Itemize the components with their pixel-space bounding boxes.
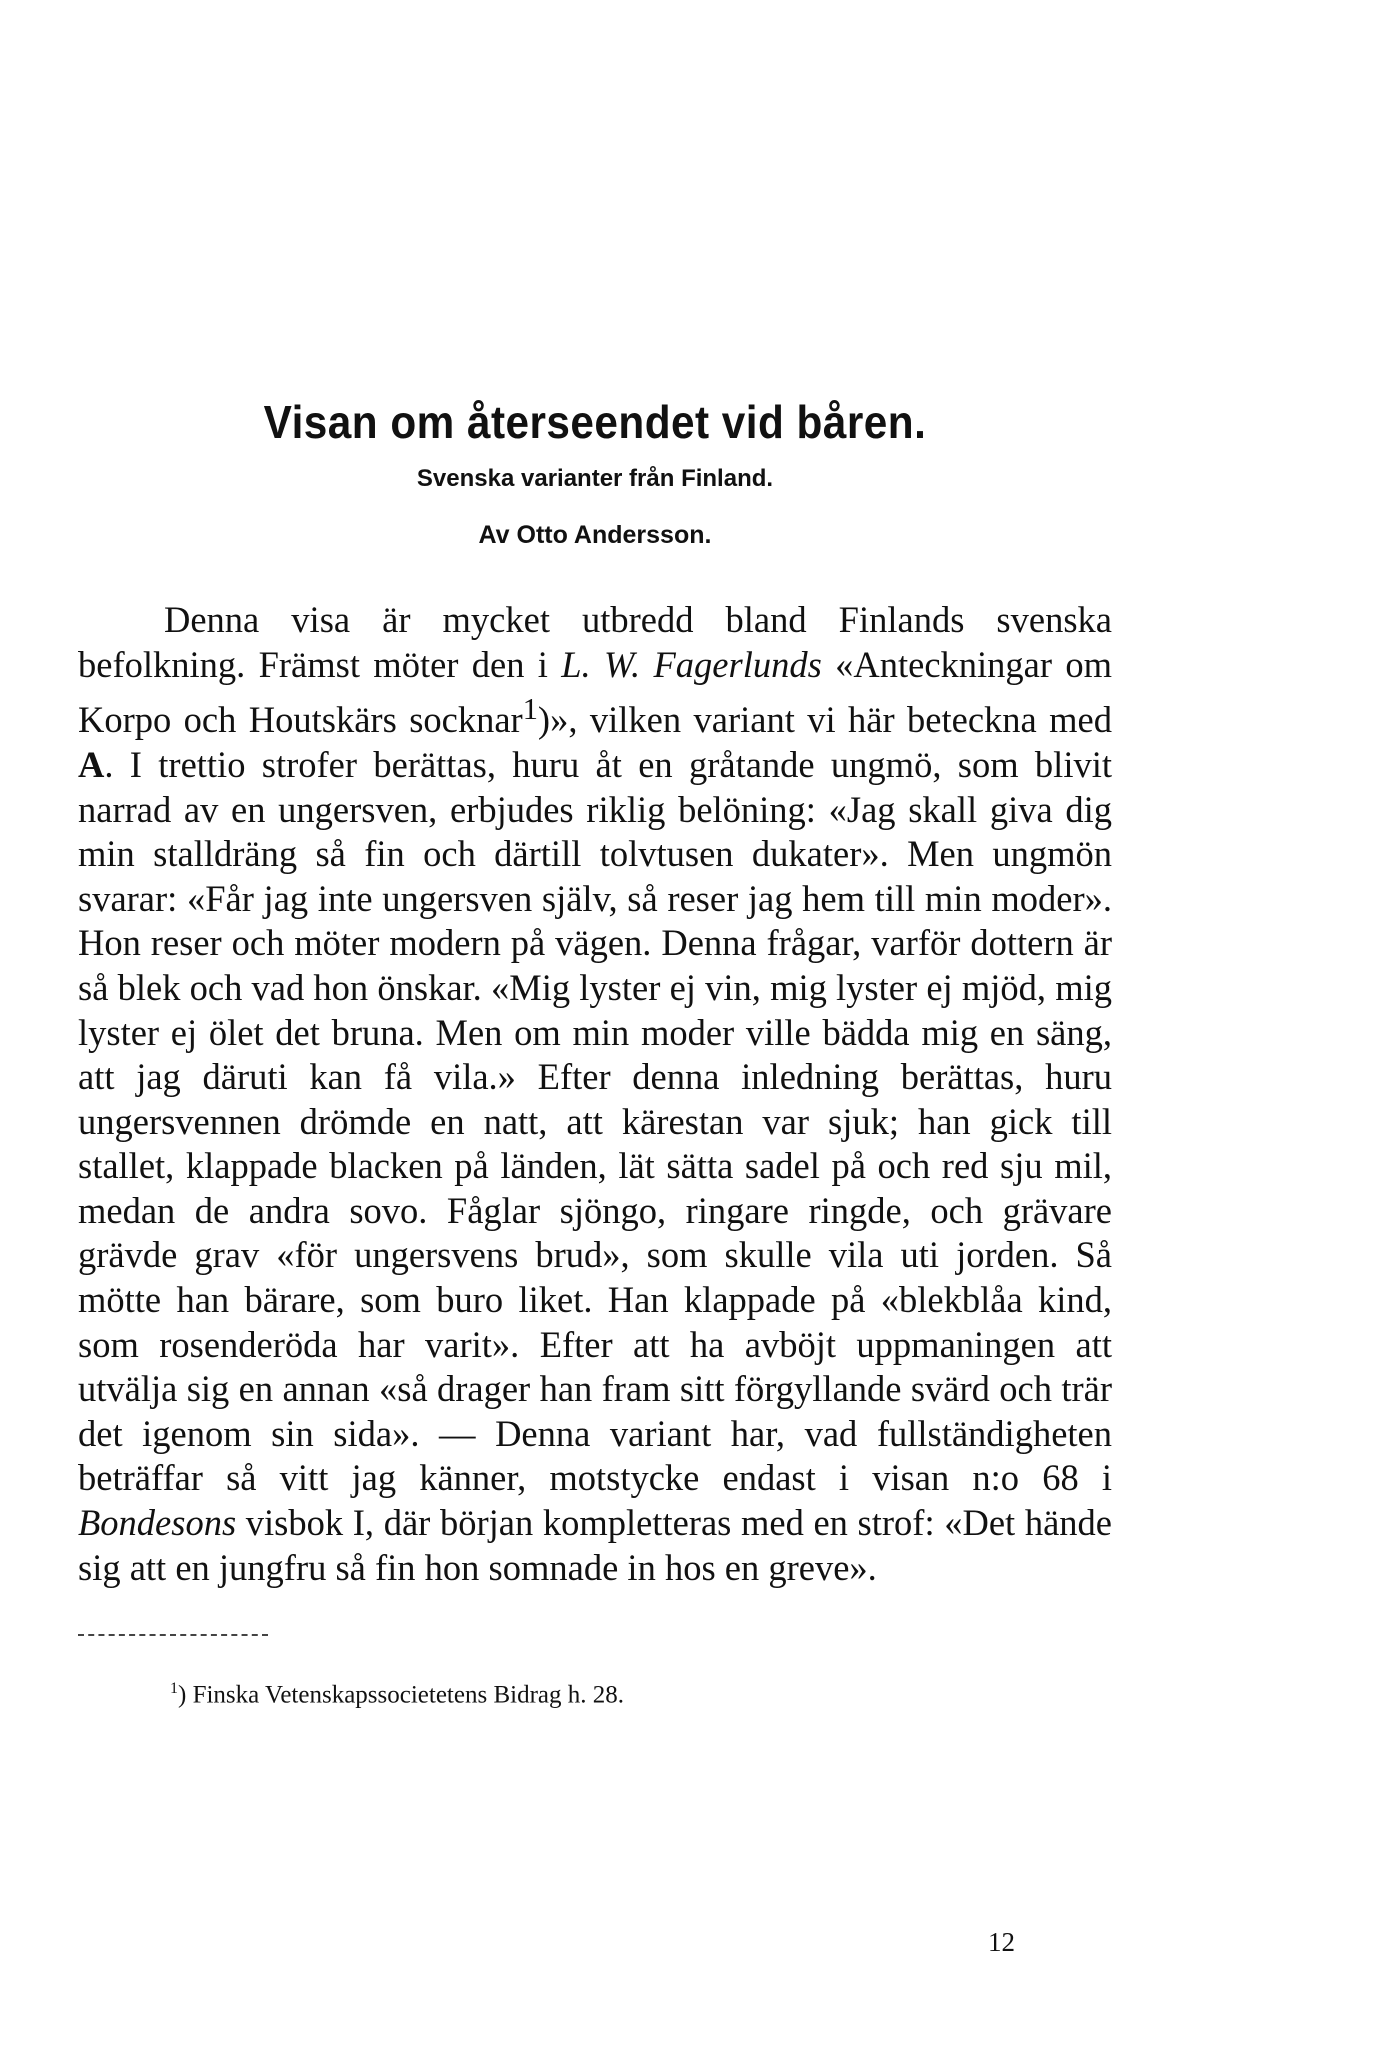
body-text-part-5: visbok I, där början kompletteras med en strof: «Det hände sig att en jungfru så fin hon somnade in hos en greve».	[78, 1502, 1112, 1588]
author-reference: L. W. Fagerlunds	[561, 643, 822, 685]
article-byline: Av Otto Andersson.	[478, 521, 712, 549]
footnote-marker: 1	[170, 1680, 178, 1698]
page-number: 12	[988, 1927, 1015, 1957]
body-text-part-1: Denna visa är mycket utbredd bland Finlands svenska befolkning. Främst möter den i	[78, 599, 1112, 685]
footnote-reference: 1	[522, 692, 538, 727]
body-text-part-3: )», vilken variant vi här beteckna med	[537, 699, 1112, 741]
body-text-part-4: . I trettio strofer berättas, huru åt en gråtande ungmö, som blivit narrad av en ungersven, erbjudes riklig belöning: «Jag skall giva dig min stalldräng så fin och därtill tolvtusen dukater». Men ungmön svarar: «Får jag inte ungersven själv, så reser jag hem till min moder». Hon reser och möter modern på vägen. Denna frågar, varför dottern är så blek och vad hon önskar. «Mig lyster ej vin, mig lyster ej mjöd, mig lyster ej ölet det bruna. Men om min moder ville bädda mig en säng, att jag däruti kan få vila.» Efter denna inledning berättas, huru ungersvennen drömde en natt, att kärestan var sjuk; han gick till stallet, klappade blacken på länden, lät sätta sadel på och red sju mil, medan de andra sovo. Fåglar sjöngo, ringare ringde, och grävare grävde grav «för ungersvens brud», som skulle vila uti jorden. Så mötte han bärare, som buro liket. Han klappade på «blekblåa kind, som rosenderöda har varit». Efter att ha avböjt uppmaningen att utvälja sig en annan «så drager han fram sitt förgyllande svärd och trär det igenom sin sida». — Denna variant har, vad fullständigheten beträffar så vitt jag känner, motstycke endast i visan n:o 68 i	[78, 743, 1112, 1499]
footnote-divider	[78, 1634, 268, 1636]
body-text-part-2: «Anteckningar om Korpo och Houtskärs socknar	[78, 643, 1112, 741]
variant-letter: A	[78, 743, 105, 785]
document-page	[78, 395, 1112, 1710]
footnote	[170, 1680, 1112, 1709]
book-reference: Bondesons	[78, 1502, 237, 1544]
footnote-text: ) Finska Vetenskapssocietetens Bidrag h. 28.	[178, 1681, 624, 1709]
article-title: Visan om återseendet vid båren.	[263, 396, 927, 448]
article-subtitle: Svenska varianter från Finland.	[416, 465, 774, 492]
body-paragraph	[78, 598, 1112, 1590]
